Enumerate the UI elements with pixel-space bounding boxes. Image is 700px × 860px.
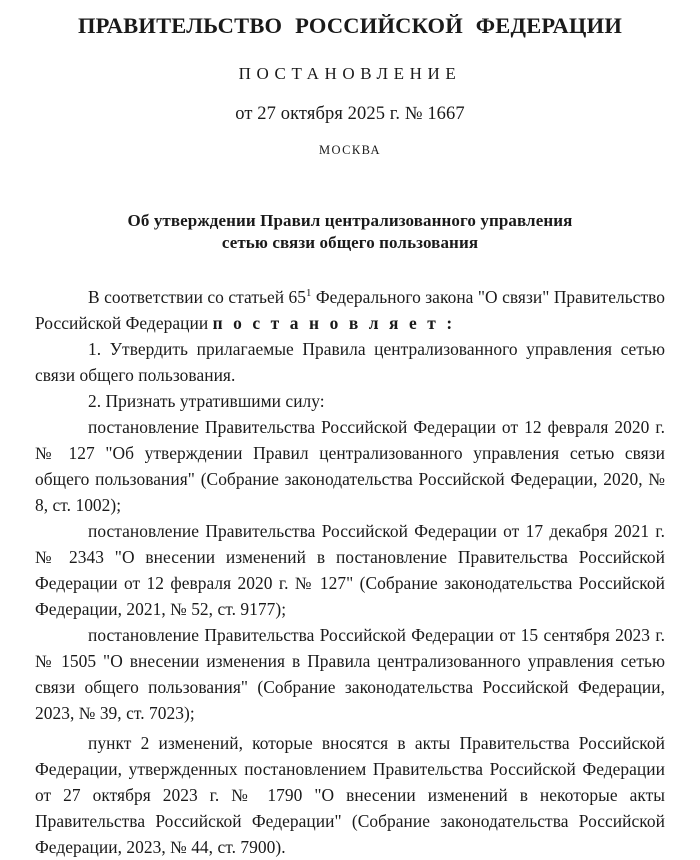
repealed-act-3: постановление Правительства Российской Федерации от 15 сентября 2023 г. № 1505 "О внесении изменения в Правила централизованного управления сетью связи общего пользования" (Собрание законодательства Российской Федерации, 2023, № 39, ст. 7023);: [35, 625, 665, 723]
repealed-act-1: постановление Правительства Российской Федерации от 12 февраля 2020 г. № 127 "Об утверждении Правил централизованного управления сетью связи общего пользования" (Собрание законодательства Российской Федерации, 2020, № 8, ст. 1002);: [35, 417, 665, 515]
preamble-paragraph: [35, 284, 665, 336]
preamble-text-before: В соответствии со статьей 65: [88, 287, 307, 307]
document-city: МОСКВА: [319, 143, 381, 158]
document-body: [35, 284, 665, 860]
subject-line-2: сетью связи общего пользования: [221, 232, 479, 252]
clause-1: 1. Утвердить прилагаемые Правила централизованного управления сетью связи общего пользования.: [35, 339, 665, 385]
decree-verb: п о с т а н о в л я е т :: [212, 313, 456, 333]
clause-2: 2. Признать утратившими силу:: [88, 391, 325, 411]
document-masthead: [0, 0, 700, 158]
document-date-and-number: от 27 октября 2025 г. № 1667: [235, 103, 465, 124]
government-title: ПРАВИТЕЛЬСТВО РОССИЙСКОЙ ФЕДЕРАЦИИ: [77, 13, 623, 38]
repealed-act-2: постановление Правительства Российской Федерации от 17 декабря 2021 г. № 2343 "О внесении изменений в постановление Правительства Российской Федерации от 12 февраля 2020 г. № 127" (Собрание законодательства Российской Федерации, 2021, № 52, ст. 9177);: [35, 521, 665, 619]
repealed-act-4: пункт 2 изменений, которые вносятся в акты Правительства Российской Федерации, утвержденных постановлением Правительства Российской Федерации от 27 октября 2023 г. № 1790 "О внесении изменений в некоторые акты Правительства Российской Федерации" (Собрание законодательства Российской Федерации, 2023, № 44, ст. 7900).: [35, 733, 665, 857]
subject-line-1: Об утверждении Правил централизованного управления: [127, 210, 573, 230]
preamble-text-after: Федерального закона "О связи" Правительство Российской Федерации: [35, 287, 665, 333]
document-kind-heading: ПОСТАНОВЛЕНИЕ: [238, 64, 462, 84]
document-subject-title: [0, 210, 700, 254]
article-superscript: 1: [306, 287, 312, 300]
